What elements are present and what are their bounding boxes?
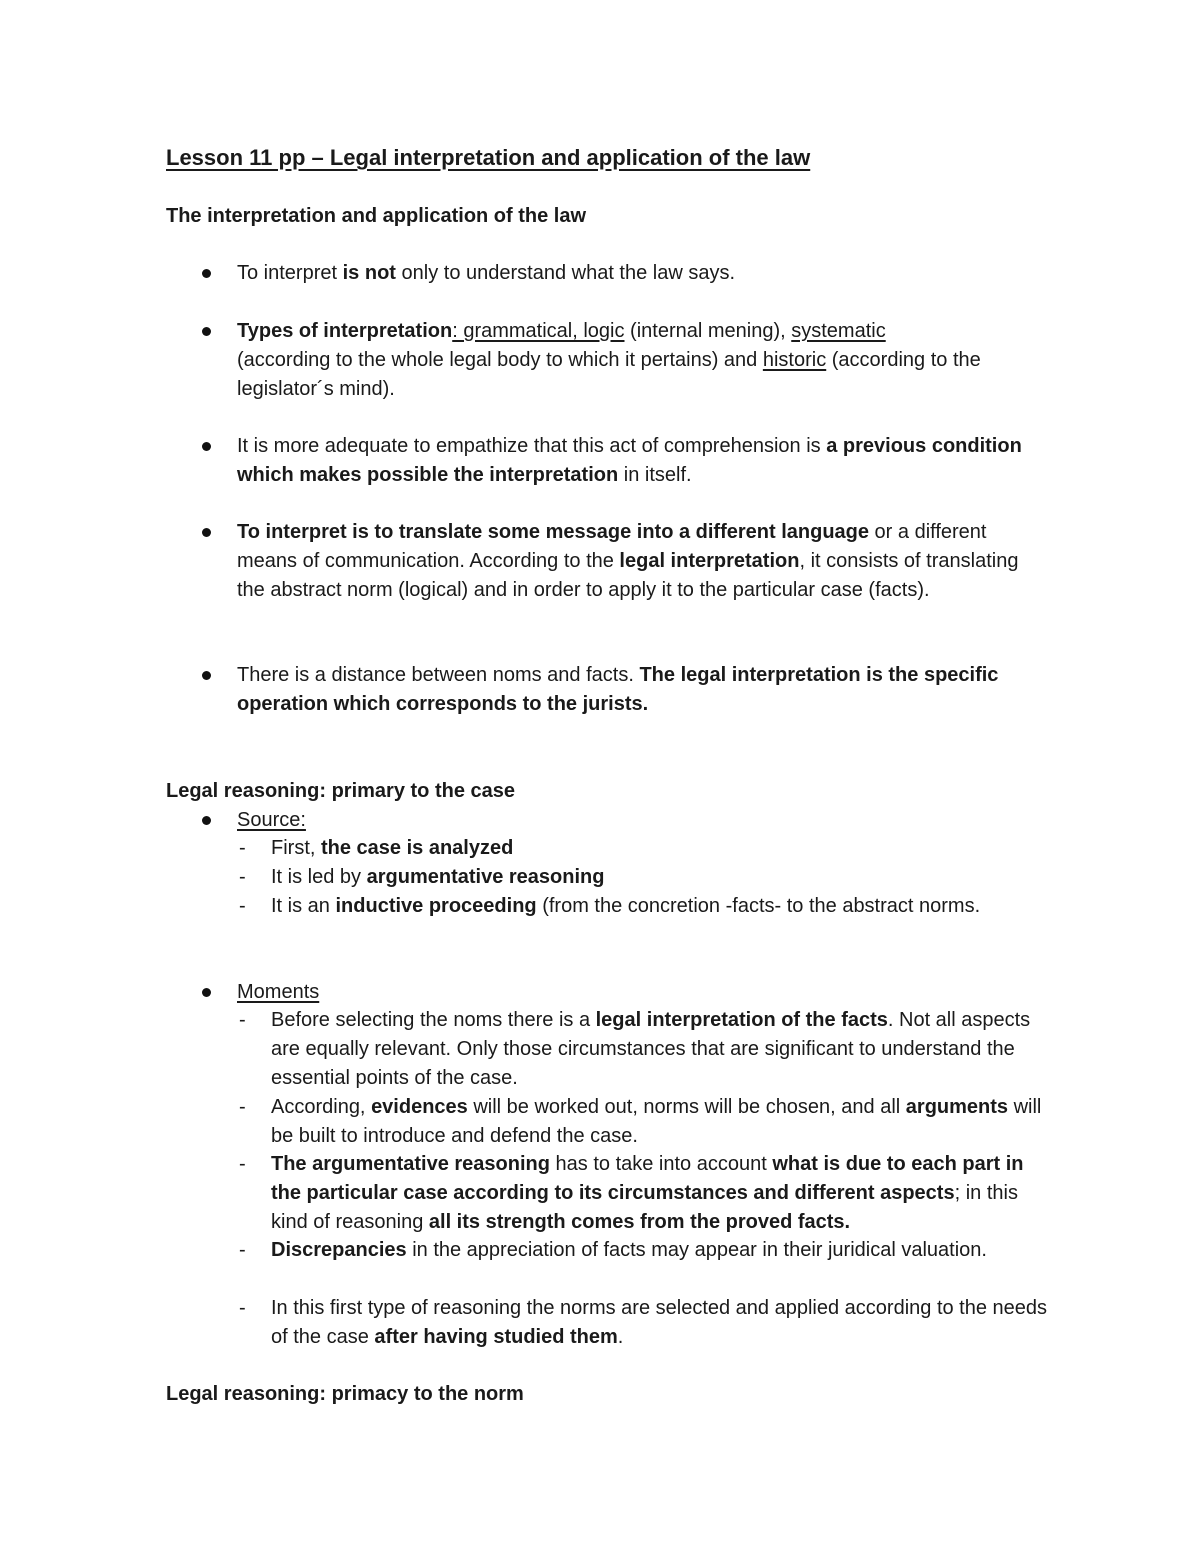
dash-item: - In this first type of reasoning the norms are selected and applied according to the needs of the case after having studied them. [271, 1294, 1050, 1352]
dash-item: - It is an inductive proceeding (from the concretion -facts- to the abstract norms. [271, 892, 1050, 921]
dash-item: - Before selecting the noms there is a legal interpretation of the facts. Not all aspects are equally relevant. Only those circumstances that are significant to understand the essential points of the case. [271, 1006, 1050, 1093]
dash-item: - Discrepancies in the appreciation of facts may appear in their juridical valuation. [271, 1236, 1050, 1265]
bullet-dot-icon [202, 327, 211, 336]
section-heading-primacy-norm: Legal reasoning: primacy to the norm [166, 1383, 524, 1405]
bullet-item: Types of interpretation: grammatical, logic (internal mening), systematic (according to the whole legal body to which it pertains) and historic (according to the legislator´s mind). [237, 317, 1050, 404]
document-title: Lesson 11 pp – Legal interpretation and application of the law [166, 145, 811, 170]
bullet-item-moments: Moments [237, 978, 1050, 1007]
dash-item: - The argumentative reasoning has to take into account what is due to each part in the particular case according to its circumstances and different aspects; in this kind of reasoning all its strength comes from the proved facts. [271, 1150, 1050, 1237]
dash-marker-icon: - [239, 837, 246, 859]
dash-marker-icon: - [239, 1297, 246, 1319]
bullet-dot-icon [202, 528, 211, 537]
dash-marker-icon: - [239, 866, 246, 888]
dash-marker-icon: - [239, 1239, 246, 1261]
bullet-dot-icon [202, 269, 211, 278]
bullet-dot-icon [202, 816, 211, 825]
bullet-item: To interpret is to translate some message into a different language or a different means of communication. According to the legal interpretation, it consists of translating the abstract norm (logical) and in order to apply it to the particular case (facts). [237, 518, 1050, 605]
bullet-item: There is a distance between noms and facts. The legal interpretation is the specific operation which corresponds to the jurists. [237, 661, 1050, 719]
bullet-dot-icon [202, 442, 211, 451]
bullet-item: To interpret is not only to understand what the law says. [237, 259, 1050, 288]
bullet-item-source: Source: [237, 806, 1050, 835]
dash-item: - According, evidences will be worked out, norms will be chosen, and all arguments will be built to introduce and defend the case. [271, 1093, 1050, 1151]
section-heading-primary-case: Legal reasoning: primary to the case [166, 780, 515, 802]
bullet-dot-icon [202, 671, 211, 680]
dash-marker-icon: - [239, 895, 246, 917]
dash-item: - First, the case is analyzed [271, 834, 1050, 863]
section-heading-interpretation: The interpretation and application of the law [166, 205, 587, 227]
dash-item: - It is led by argumentative reasoning [271, 863, 1050, 892]
bullet-item: It is more adequate to empathize that this act of comprehension is a previous condition which makes possible the interpretation in itself. [237, 432, 1050, 490]
bullet-dot-icon [202, 988, 211, 997]
dash-marker-icon: - [239, 1153, 246, 1175]
dash-marker-icon: - [239, 1009, 246, 1031]
dash-marker-icon: - [239, 1096, 246, 1118]
